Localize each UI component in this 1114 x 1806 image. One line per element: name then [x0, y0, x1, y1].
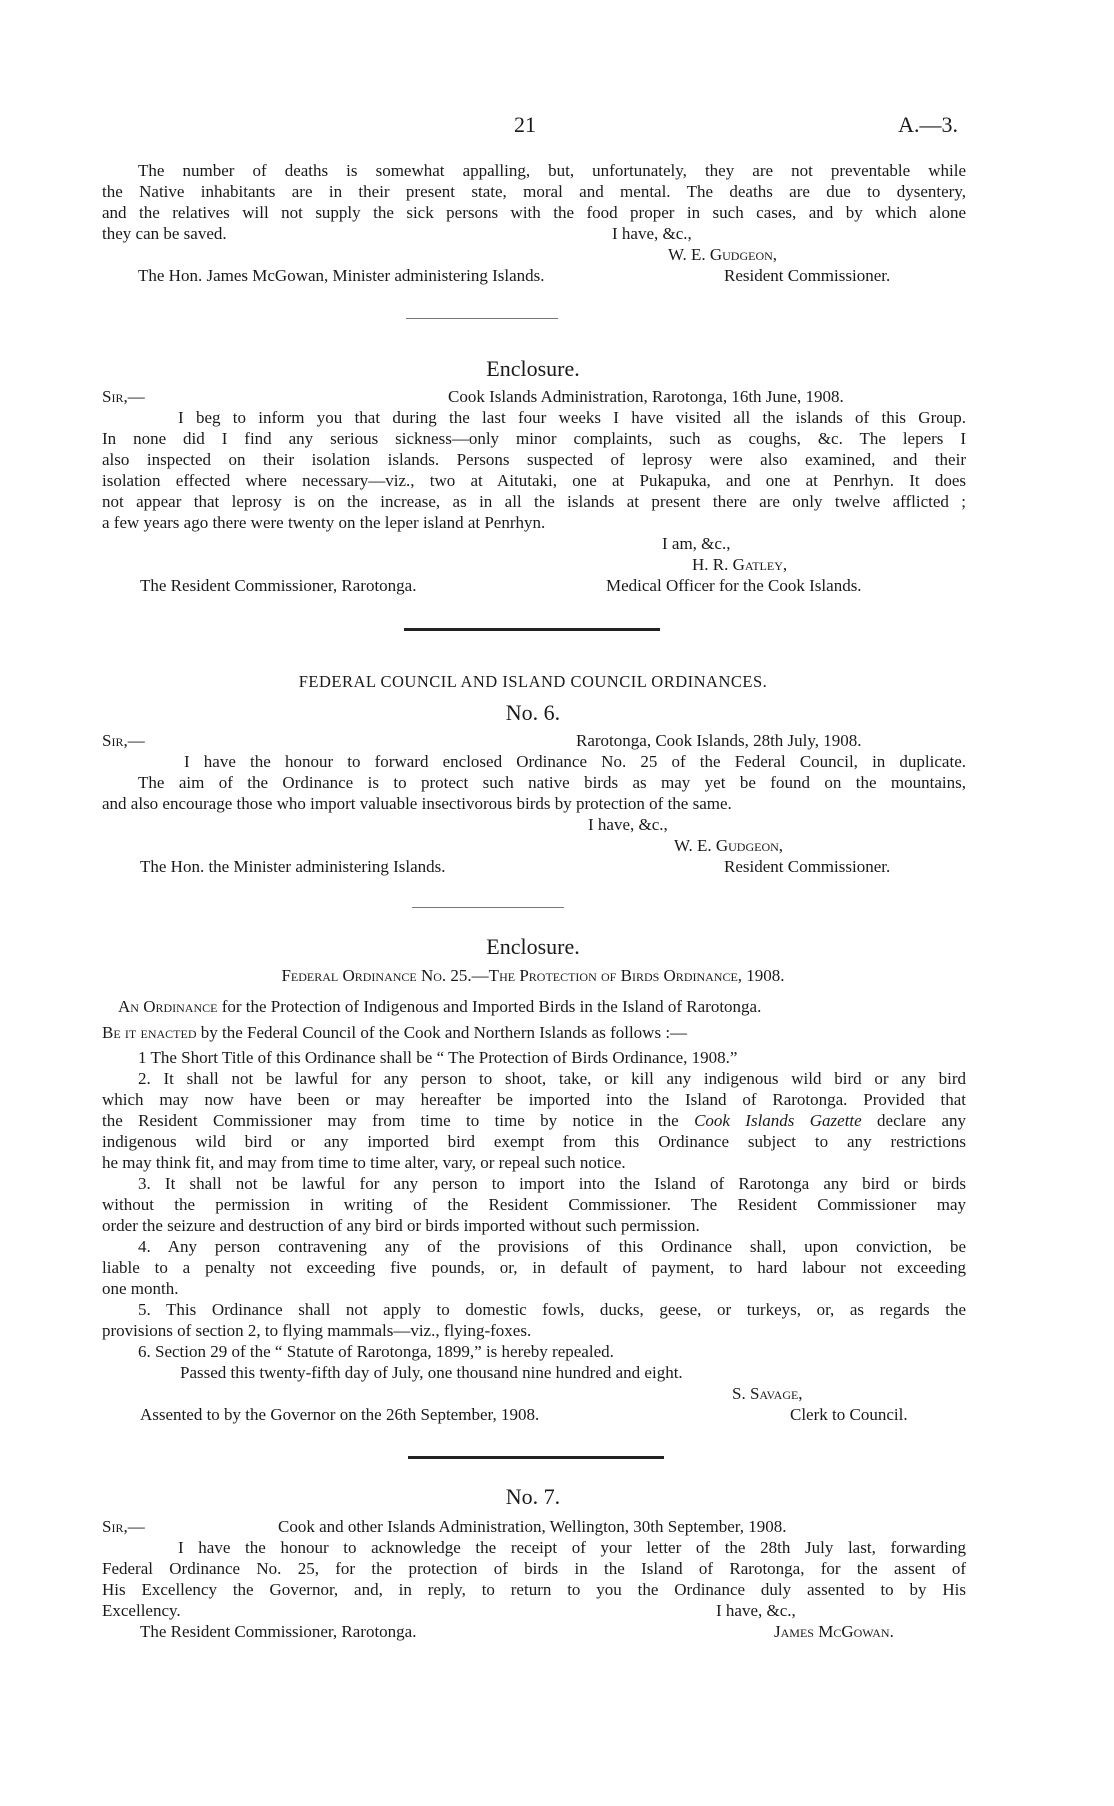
body-line: not appear that leprosy is on the increase, as in all the islands at present there are only twelve afflicted ; — [102, 492, 966, 511]
section-4-line: 4. Any person contravening any of the provisions of this Ordinance shall, upon conviction, be — [138, 1237, 966, 1256]
body-line: the Native inhabitants are in their present state, moral and mental. The deaths are due to dysentery, — [102, 182, 966, 201]
section-heading: FEDERAL COUNCIL AND ISLAND COUNCIL ORDINANCES. — [298, 672, 768, 691]
section-2-line — [102, 1110, 966, 1131]
enact-text: by the Federal Council of the Cook and Northern Islands as follows :— — [196, 1023, 688, 1042]
letter-number: No. 7. — [505, 1484, 561, 1509]
body-line: Excellency. — [102, 1601, 181, 1620]
signatory-title: Medical Officer for the Cook Islands. — [606, 576, 862, 595]
body-line: also inspected on their isolation islands. Persons suspected of leprosy were also examined, and their — [102, 450, 966, 469]
signatory: S. Savage, — [732, 1384, 803, 1403]
body-line: His Excellency the Governor, and, in reply, to return to you the Ordinance duly assented to by His — [102, 1580, 966, 1599]
section-3-line: order the seizure and destruction of any bird or birds imported without such permission. — [102, 1216, 700, 1235]
section-divider — [404, 628, 660, 631]
dateline: Cook Islands Administration, Rarotonga, 16th June, 1908. — [448, 387, 844, 406]
passed-date: Passed this twenty-fifth day of July, one thousand nine hundred and eight. — [180, 1363, 683, 1382]
body-line: I have the honour to forward enclosed Ordinance No. 25 of the Federal Council, in duplicate. — [184, 752, 966, 771]
section-divider — [408, 1456, 664, 1459]
salutation: Sir,— — [102, 731, 145, 750]
document-reference: A.—3. — [898, 112, 958, 137]
dateline: Cook and other Islands Administration, Wellington, 30th September, 1908. — [278, 1517, 787, 1536]
section-2-line: 2. It shall not be lawful for any person to shoot, take, or kill any indigenous wild bird or any bird — [138, 1069, 966, 1088]
divider — [406, 318, 558, 319]
enclosure-heading: Enclosure. — [486, 356, 580, 381]
section-5-line: 5. This Ordinance shall not apply to domestic fowls, ducks, geese, or turkeys, or, as regards the — [138, 1300, 966, 1319]
signatory: W. E. Gudgeon, — [668, 245, 778, 264]
body-line: isolation effected where necessary—viz., two at Aitutaki, one at Pukapuka, and one at Penrhyn. It does — [102, 471, 966, 490]
body-line: The number of deaths is somewhat appalling, but, unfortunately, they are not preventable while — [138, 161, 966, 180]
section-3-line: 3. It shall not be lawful for any person to import into the Island of Rarotonga any bird or birds — [138, 1174, 966, 1193]
body-line: a few years ago there were twenty on the leper island at Penrhyn. — [102, 513, 546, 532]
page-number: 21 — [514, 112, 536, 137]
body-line: they can be saved. — [102, 224, 227, 243]
preamble-text: for the Protection of Indigenous and Imported Birds in the Island of Rarotonga. — [217, 997, 762, 1016]
section-3-line: without the permission in writing of the Resident Commissioner. The Resident Commissioner may — [102, 1195, 966, 1214]
salutation: Sir,— — [102, 1517, 145, 1536]
section-2-line: which may now have been or may hereafter be imported into the Island of Rarotonga. Provided that — [102, 1090, 966, 1109]
letter-number: No. 6. — [505, 700, 561, 725]
body-line: The aim of the Ordinance is to protect such native birds as may yet be found on the mountains, — [138, 773, 966, 792]
section-5-line: provisions of section 2, to flying mammals—viz., flying-foxes. — [102, 1321, 532, 1340]
closing: I have, &c., — [716, 1601, 796, 1620]
body-line: In none did I find any serious sickness—only minor complaints, such as coughs, &c. The lepers I — [102, 429, 966, 448]
recipient: The Resident Commissioner, Rarotonga. — [140, 576, 417, 595]
signatory: H. R. Gatley, — [692, 555, 788, 574]
divider — [412, 907, 564, 908]
ordinance-preamble — [118, 996, 761, 1017]
enclosure-heading: Enclosure. — [486, 934, 580, 959]
closing: I have, &c., — [612, 224, 692, 243]
recipient: The Hon. the Minister administering Islands. — [140, 857, 446, 876]
signatory: W. E. Gudgeon, — [674, 836, 784, 855]
salutation: Sir,— — [102, 387, 145, 406]
recipient: The Hon. James McGowan, Minister administering Islands. — [138, 266, 545, 285]
signatory-title: Resident Commissioner. — [724, 857, 891, 876]
section-2-line: indigenous wild bird or any imported bird exempt from this Ordinance subject to any restrictions — [102, 1132, 966, 1151]
section-4-line: one month. — [102, 1279, 179, 1298]
signatory-title: Clerk to Council. — [790, 1405, 908, 1424]
body-line: and also encourage those who import valuable insectivorous birds by protection of the same. — [102, 794, 732, 813]
enacting-clause — [102, 1022, 687, 1043]
section-6: 6. Section 29 of the “ Statute of Rarotonga, 1899,” is hereby repealed. — [138, 1342, 614, 1361]
text-run: declare any — [861, 1111, 966, 1130]
closing: I have, &c., — [588, 815, 668, 834]
gazette-title: Cook Islands Gazette — [694, 1111, 862, 1130]
body-line: I have the honour to acknowledge the receipt of your letter of the 28th July last, forwarding — [178, 1538, 966, 1557]
signatory: James McGowan. — [774, 1622, 894, 1641]
enact-lead: Be it enacted — [102, 1023, 197, 1042]
preamble-lead: An Ordinance — [118, 997, 218, 1016]
signatory-title: Resident Commissioner. — [724, 266, 891, 285]
section-1: 1 The Short Title of this Ordinance shall be “ The Protection of Birds Ordinance, 1908.” — [138, 1048, 738, 1067]
dateline: Rarotonga, Cook Islands, 28th July, 1908. — [576, 731, 862, 750]
assent-note: Assented to by the Governor on the 26th September, 1908. — [140, 1405, 540, 1424]
closing: I am, &c., — [662, 534, 731, 553]
text-run: the Resident Commissioner may from time to time by notice in the — [102, 1111, 695, 1130]
section-2-line: he may think fit, and may from time to time alter, vary, or repeal such notice. — [102, 1153, 626, 1172]
body-line: and the relatives will not supply the sick persons with the food proper in such cases, and by which alone — [102, 203, 966, 222]
body-line: I beg to inform you that during the last four weeks I have visited all the islands of this Group. — [178, 408, 966, 427]
body-line: Federal Ordinance No. 25, for the protection of birds in the Island of Rarotonga, for the assent of — [102, 1559, 966, 1578]
recipient: The Resident Commissioner, Rarotonga. — [140, 1622, 417, 1641]
ordinance-title: Federal Ordinance No. 25.—The Protection of Birds Ordinance, 1908. — [281, 966, 785, 985]
section-4-line: liable to a penalty not exceeding five pounds, or, in default of payment, to hard labour not exceeding — [102, 1258, 966, 1277]
